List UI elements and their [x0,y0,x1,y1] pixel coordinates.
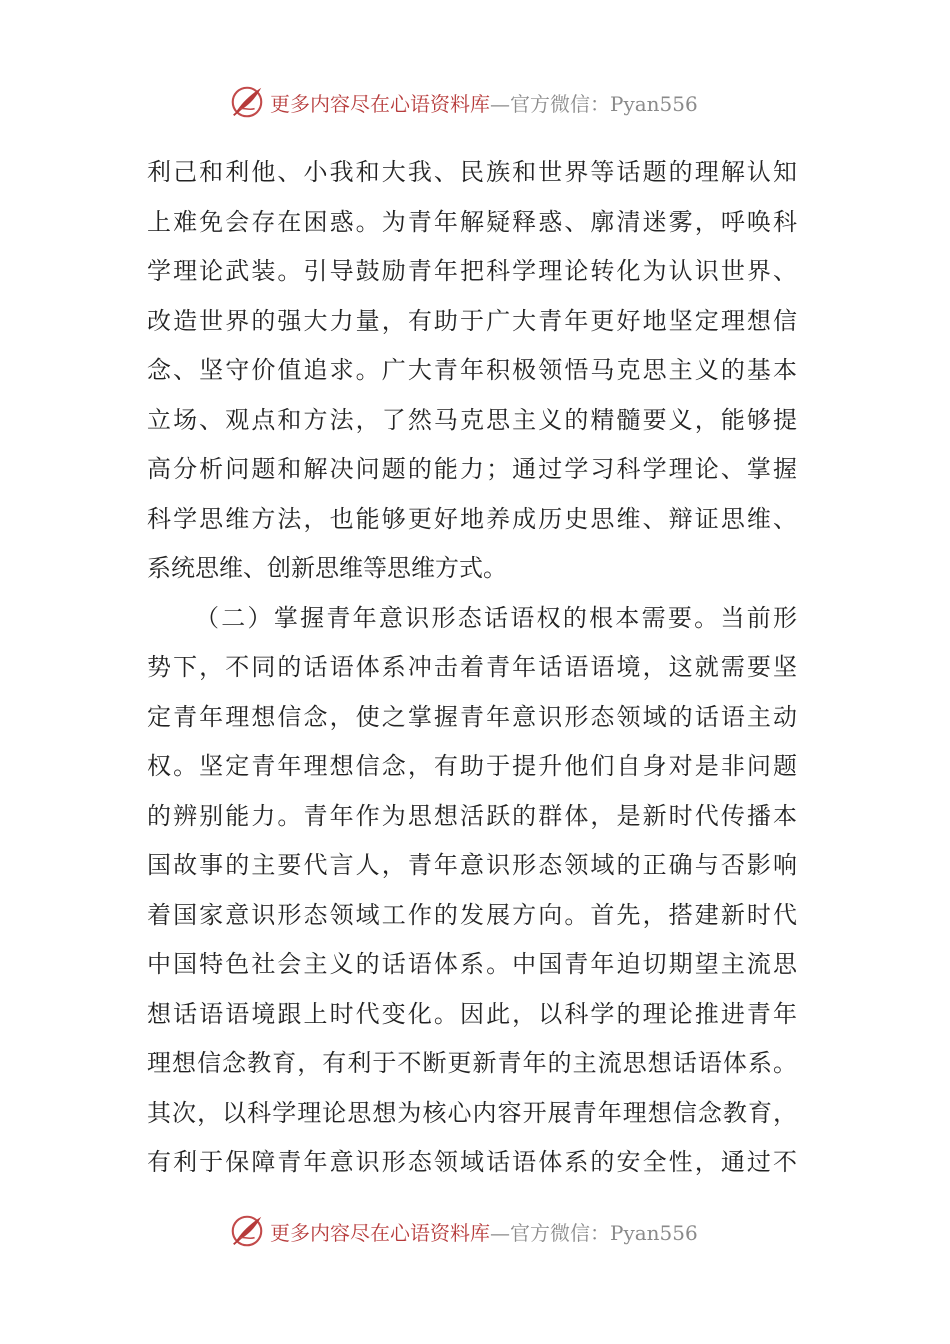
footer-banner-text [270,1217,698,1246]
quill-logo-icon [228,1212,266,1250]
footer-banner-red: 更多内容尽在心语资料库 [270,1220,490,1245]
body-line: 着国家意识形态领域工作的发展方向。首先，搭建新时代 [147,900,797,929]
body-line: 势下，不同的话语体系冲击着青年话语语境，这就需要坚 [147,653,797,681]
body-line: 有利于保障青年意识形态领域话语体系的安全性，通过不 [147,1148,797,1176]
header-banner-red: 更多内容尽在心语资料库 [270,91,490,116]
footer-watermark-banner [228,1211,748,1251]
body-text [147,148,797,1188]
quill-logo-icon [228,83,266,121]
body-line: 学理论武装。引导鼓励青年把科学理论转化为认识世界、 [147,257,797,285]
body-line: 理想信念教育，有利于不断更新青年的主流思想话语体系。 [147,1049,797,1077]
body-line: 其次，以科学理论思想为核心内容开展青年理想信念教育， [147,1098,797,1127]
header-banner-gray: —官方微信：Pyan556 [490,91,698,116]
body-line: 定青年理想信念，使之掌握青年意识形态领域的话语主动 [147,702,797,731]
body-line: 系统思维、创新思维等思维方式。 [147,554,507,582]
body-line: 利己和利他、小我和大我、民族和世界等话题的理解认知 [147,158,797,186]
body-line: 权。坚定青年理想信念，有助于提升他们自身对是非问题 [147,752,797,780]
header-banner-text [270,88,698,117]
section-heading-line: （二）掌握青年意识形态话语权的根本需要。当前形 [195,603,797,632]
header-watermark-banner [228,82,748,122]
footer-banner-gray: —官方微信：Pyan556 [490,1220,698,1245]
body-line: 改造世界的强大力量，有助于广大青年更好地坚定理想信 [147,306,797,335]
body-line: 中国特色社会主义的话语体系。中国青年迫切期望主流思 [147,950,797,978]
body-line: 立场、观点和方法，了然马克思主义的精髓要义，能够提 [147,405,797,434]
body-line: 国故事的主要代言人，青年意识形态领域的正确与否影响 [147,851,797,879]
body-line: 上难免会存在困惑。为青年解疑释惑、廓清迷雾，呼唤科 [147,207,797,236]
body-line: 想话语语境跟上时代变化。因此，以科学的理论推进青年 [147,999,797,1028]
body-line: 科学思维方法，也能够更好地养成历史思维、辩证思维、 [147,504,797,533]
body-line: 高分析问题和解决问题的能力；通过学习科学理论、掌握 [147,455,797,483]
body-line: 念、坚守价值追求。广大青年积极领悟马克思主义的基本 [147,356,797,384]
body-line: 的辨别能力。青年作为思想活跃的群体，是新时代传播本 [147,801,797,830]
